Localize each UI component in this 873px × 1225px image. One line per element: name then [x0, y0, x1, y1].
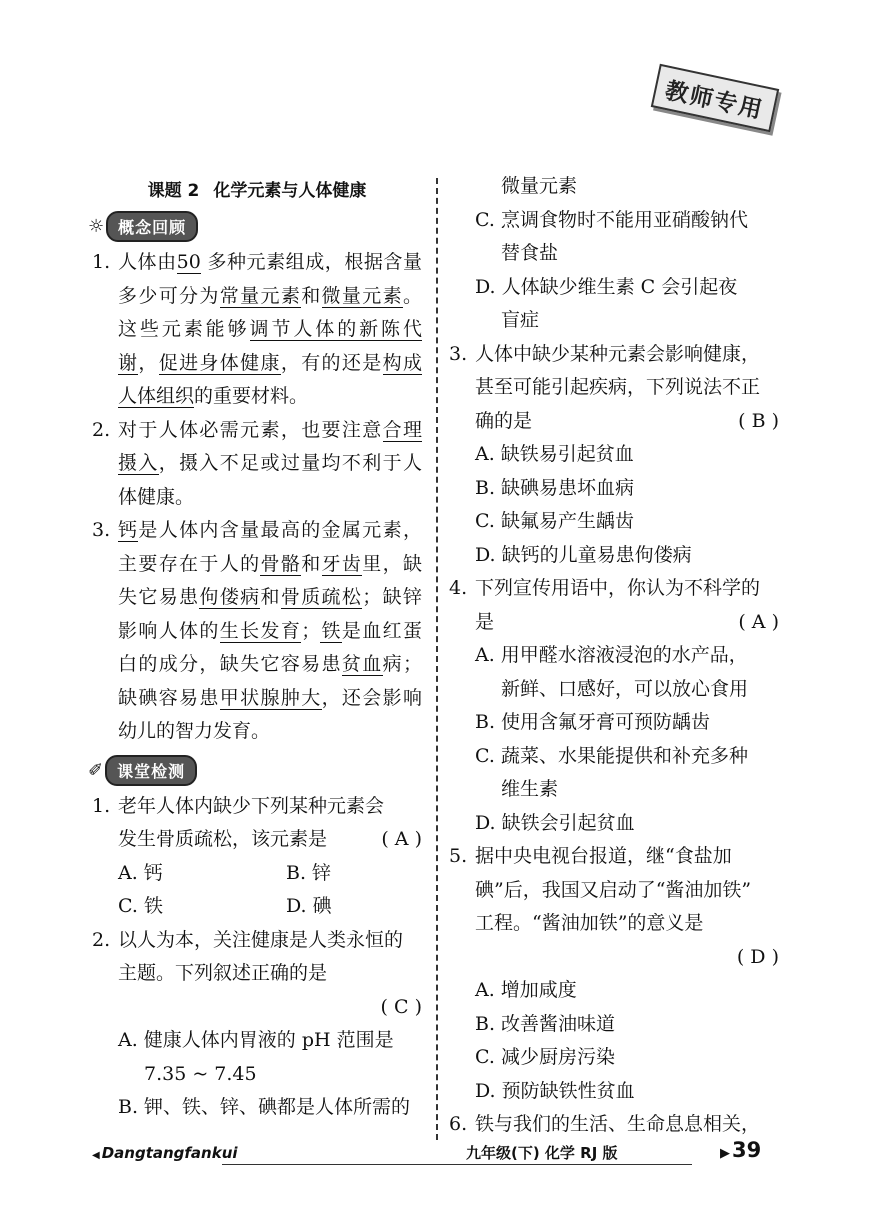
question-number: 5. [449, 845, 468, 867]
text: ； [301, 619, 321, 642]
option-a: A. 健康人体内胃液的 pH 范围是 [118, 1029, 394, 1051]
answer-fill: 贫血 [341, 653, 383, 675]
answer-fill: 微量元素 [321, 284, 403, 307]
text: 多种元素组成，根据含量多少可分为 [118, 251, 422, 307]
answer-fill: 构成人体组织 [118, 351, 422, 407]
answer-fill: 生长发育 [219, 619, 302, 642]
answer-fill: 50 [176, 251, 201, 273]
answer-fill: 钙 [118, 519, 139, 541]
teacher-only-stamp: 教师专用 [651, 64, 779, 132]
question-line [449, 405, 779, 439]
option-c: C. 铁 [118, 895, 163, 917]
option-c-cont: 替食盐 [501, 242, 559, 264]
answer-fill: 甲状腺肿大 [219, 686, 322, 709]
option-c: C. 烹调食物时不能用亚硝酸钠代 [475, 208, 748, 231]
pen-icon: ✐ [88, 759, 104, 781]
answer: ( A ) [738, 610, 779, 633]
text: 和 [260, 586, 281, 608]
option-c: C. 蔬菜、水果能提供和补充多种 [475, 744, 748, 767]
answer-fill: 调节人体的新陈代谢 [118, 318, 422, 374]
question-line: 工程。“酱油加铁”的意义是 [475, 912, 704, 934]
lightbulb-icon: ☼ [88, 216, 105, 237]
text: ，摄入不足或过量均不利于人体健康。 [118, 452, 422, 508]
concept-item-1 [92, 246, 422, 414]
answer: ( A ) [381, 828, 422, 850]
footer-brand: ◀ Dangtangfankui [92, 1144, 238, 1162]
text: 人体由 [118, 251, 177, 273]
text: ；缺锌影响人体的 [118, 586, 422, 642]
footer-rule [222, 1164, 692, 1165]
answer-fill: 合理摄入 [118, 418, 422, 474]
answer-fill: 骨骼 [260, 552, 302, 575]
option-a: A. 增加咸度 [475, 979, 577, 1001]
right-column [449, 168, 779, 1142]
footer-book-info: 九年级(下) 化学 RJ 版 [466, 1144, 618, 1162]
question-6 [449, 1108, 779, 1142]
answer-fill: 骨质疏松 [280, 586, 363, 608]
lesson-title [92, 176, 422, 201]
left-column [88, 168, 422, 1125]
answer: ( B ) [738, 409, 779, 432]
answer-fill: 促进身体健康 [158, 351, 281, 374]
text: 的重要材料。 [194, 385, 309, 407]
question-number: 1. [92, 794, 111, 817]
option-b: B. 钾、铁、锌、碘都是人体所需的 [118, 1096, 411, 1118]
item-number: 2. [92, 418, 111, 441]
page-number: ▶ 39 [720, 1138, 761, 1162]
question-line: 碘”后，我国又启动了“酱油加铁” [475, 878, 752, 901]
option-a-cont: 新鲜、口感好，可以放心食用 [501, 677, 749, 700]
option-a: A. 缺铁易引起贫血 [475, 443, 634, 465]
answer-fill: 牙齿 [321, 552, 363, 575]
concept-item-3 [92, 514, 422, 749]
question-line: 主题。下列叙述正确的是 [118, 962, 328, 984]
question-line: 甚至可能引起疾病，下列说法不正 [475, 376, 761, 398]
class-check-header [88, 755, 422, 786]
option-c-cont: 维生素 [501, 778, 559, 800]
answer: ( D ) [736, 945, 779, 968]
concept-item-2 [92, 414, 422, 515]
text: 和 [301, 284, 322, 307]
option-d: D. 预防缺铁性贫血 [475, 1079, 635, 1102]
option-d-cont: 盲症 [501, 309, 540, 331]
question-line: 下列宣传用语中，你认为不科学的 [475, 577, 761, 599]
option-b: B. 锌 [286, 861, 332, 884]
option-c: C. 减少厨房污染 [475, 1046, 615, 1068]
question-1 [92, 790, 422, 924]
text: ，有的还是 [280, 351, 383, 374]
answer-fill: 常量元素 [219, 284, 302, 307]
page-footer [92, 1138, 782, 1178]
text: 是血红蛋白的成分，缺失它容易患 [118, 619, 422, 675]
option-d: D. 人体缺少维生素 C 会引起夜 [475, 275, 738, 298]
option-c: C. 缺氟易产生龋齿 [475, 510, 634, 532]
text: 是人体内含量最高的金属元素，主要存在于人的 [118, 519, 422, 575]
text: 和 [301, 552, 322, 575]
question-line: 据中央电视台报道，继“食盐加 [475, 845, 732, 867]
concept-review-header [88, 211, 422, 242]
option-b: B. 缺碘易患坏血病 [475, 476, 635, 499]
lesson-number: 课题 2 [147, 181, 200, 201]
question-text: 是 [475, 610, 495, 633]
option-a: A. 用甲醛水溶液浸泡的水产品， [475, 644, 748, 666]
text: 。这些元素能够 [118, 284, 422, 340]
question-number: 2. [92, 928, 111, 951]
options-row [92, 890, 422, 924]
question-5 [449, 840, 779, 1108]
question-line: 以人为本，关注健康是人类永恒的 [118, 928, 404, 951]
option-d: D. 缺钙的儿童易患佝偻病 [475, 543, 692, 566]
question-line [92, 823, 422, 857]
answer-fill: 铁 [320, 619, 342, 642]
question-4 [449, 572, 779, 840]
item-text [118, 246, 422, 414]
question-line [449, 606, 779, 640]
option-a: A. 钙 [118, 861, 163, 884]
concept-review-label: 概念回顾 [106, 211, 198, 242]
question-text: 发生骨质疏松，该元素是 [118, 828, 328, 850]
lesson-name: 化学元素与人体健康 [213, 181, 367, 201]
question-text: 确的是 [475, 409, 533, 432]
question-number: 6. [449, 1113, 468, 1135]
answer: ( C ) [380, 995, 422, 1018]
option-a-cont: 7.35 ~ 7.45 [144, 1062, 257, 1085]
answer-fill: 佝偻病 [199, 586, 261, 608]
options-row [92, 857, 422, 891]
option-b-cont: 微量元素 [501, 175, 578, 197]
question-2 [92, 924, 422, 1125]
text: 对于人体必需元素，也要注意 [118, 418, 383, 441]
item-text [118, 414, 422, 515]
text: ， [138, 351, 159, 374]
item-number: 1. [92, 251, 111, 273]
question-line: 人体中缺少某种元素会影响健康， [475, 342, 761, 365]
option-d: D. 缺铁会引起贫血 [475, 811, 635, 834]
text: ，还会影响幼儿的智力发育。 [118, 686, 422, 742]
option-d: D. 碘 [286, 895, 332, 917]
text: 病；缺碘容易患 [118, 653, 422, 709]
question-line: 老年人体内缺少下列某种元素会 [118, 794, 385, 817]
item-text [118, 514, 422, 749]
column-divider [436, 178, 438, 1140]
option-b: B. 改善酱油味道 [475, 1012, 616, 1035]
question-number: 3. [449, 342, 468, 365]
question-3 [449, 338, 779, 573]
question-line: 铁与我们的生活、生命息息相关， [475, 1113, 761, 1135]
option-b: B. 使用含氟牙膏可预防龋齿 [475, 711, 711, 733]
question-number: 4. [449, 577, 468, 599]
item-number: 3. [92, 519, 111, 541]
text: 里，缺失它易患 [118, 552, 422, 608]
class-check-label: 课堂检测 [105, 755, 197, 786]
